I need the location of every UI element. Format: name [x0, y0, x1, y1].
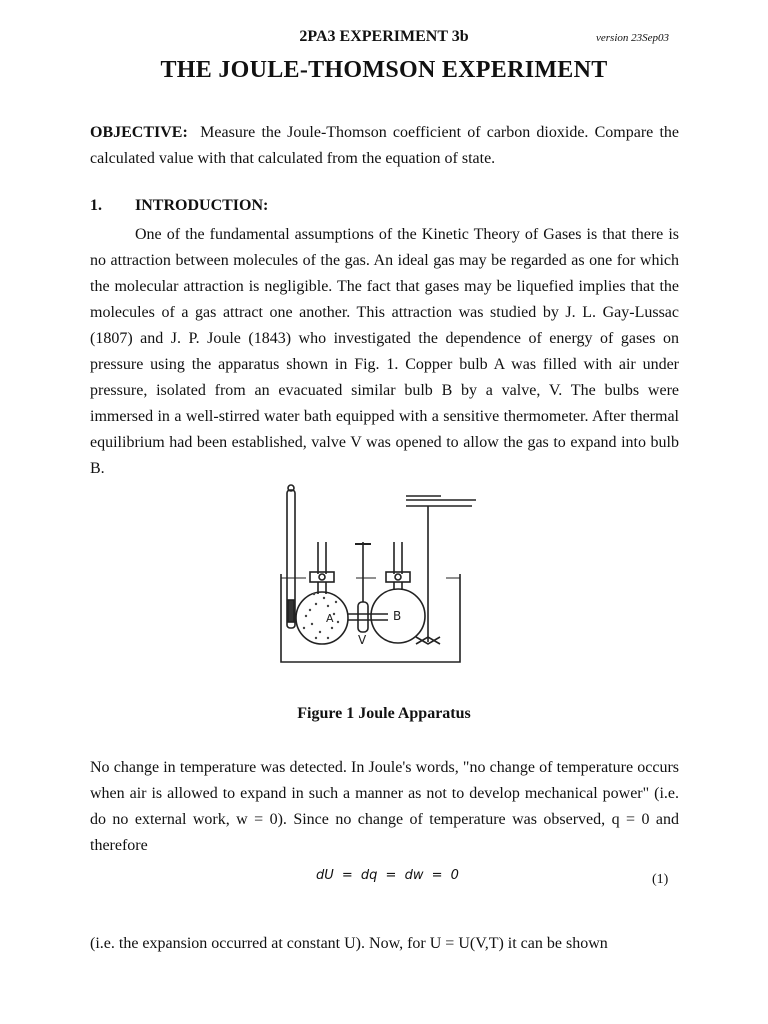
bulb-b-label: B — [393, 609, 402, 623]
intro-paragraph: One of the fundamental assumptions of the Kinetic Theory of Gases is that there is no attraction between molecules of the gas. An ideal gas may be regarded as one for which the molecular attraction is negligible. The fact that gases may be liquefied implies that the molecules of a gas attract one another. This attraction was studied by J. L. Gay-Lussac (1807) and J. P. Joule (1843) who investigated the dependence of energy of gases on pressure using the apparatus shown in Fig. 1. Copper bulb A was filled with air under pressure, isolated from an evacuated similar bulb B by a valve, V. The bulbs were immersed in a well-stirred water bath equipped with a sensitive thermometer. After thermal equilibrium had been established, valve V was opened to allow the gas to expand into bulb B. — [90, 226, 679, 477]
valve — [358, 602, 368, 632]
experiment-code: 2PA3 EXPERIMENT 3b — [299, 28, 469, 45]
page-title: THE JOULE-THOMSON EXPERIMENT — [160, 57, 608, 83]
joule-apparatus-figure — [276, 482, 496, 670]
equation-number: (1) — [652, 872, 669, 887]
section-title: INTRODUCTION: — [135, 197, 269, 214]
valve-label: V — [358, 633, 367, 647]
bulb-a — [296, 592, 348, 644]
objective-text: Measure the Joule-Thomson coefficient of carbon dioxide. Compare the calculated value with that calculated from the equation of state. — [90, 124, 679, 167]
result-paragraph: No change in temperature was detected. In Joule's words, "no change of temperature occurs when air is allowed to expand in such a manner as not to develop mechanical power" (i.e. do no external work, w = 0). Since no change of temperature was observed, q = 0 and therefore — [90, 759, 679, 854]
version-label: version 23Sep03 — [596, 32, 670, 44]
figure-caption: Figure 1 Joule Apparatus — [297, 705, 471, 722]
equation-1: dU = dq = dw = 0 — [316, 868, 459, 883]
objective-label: OBJECTIVE: — [90, 124, 188, 141]
continuation-paragraph: (i.e. the expansion occurred at constant U). Now, for U = U(V,T) it can be shown — [90, 935, 608, 952]
bulb-a-label: A — [326, 612, 334, 625]
stirrer — [406, 496, 476, 642]
section-number: 1. — [90, 197, 102, 214]
objective-paragraph — [90, 120, 679, 172]
